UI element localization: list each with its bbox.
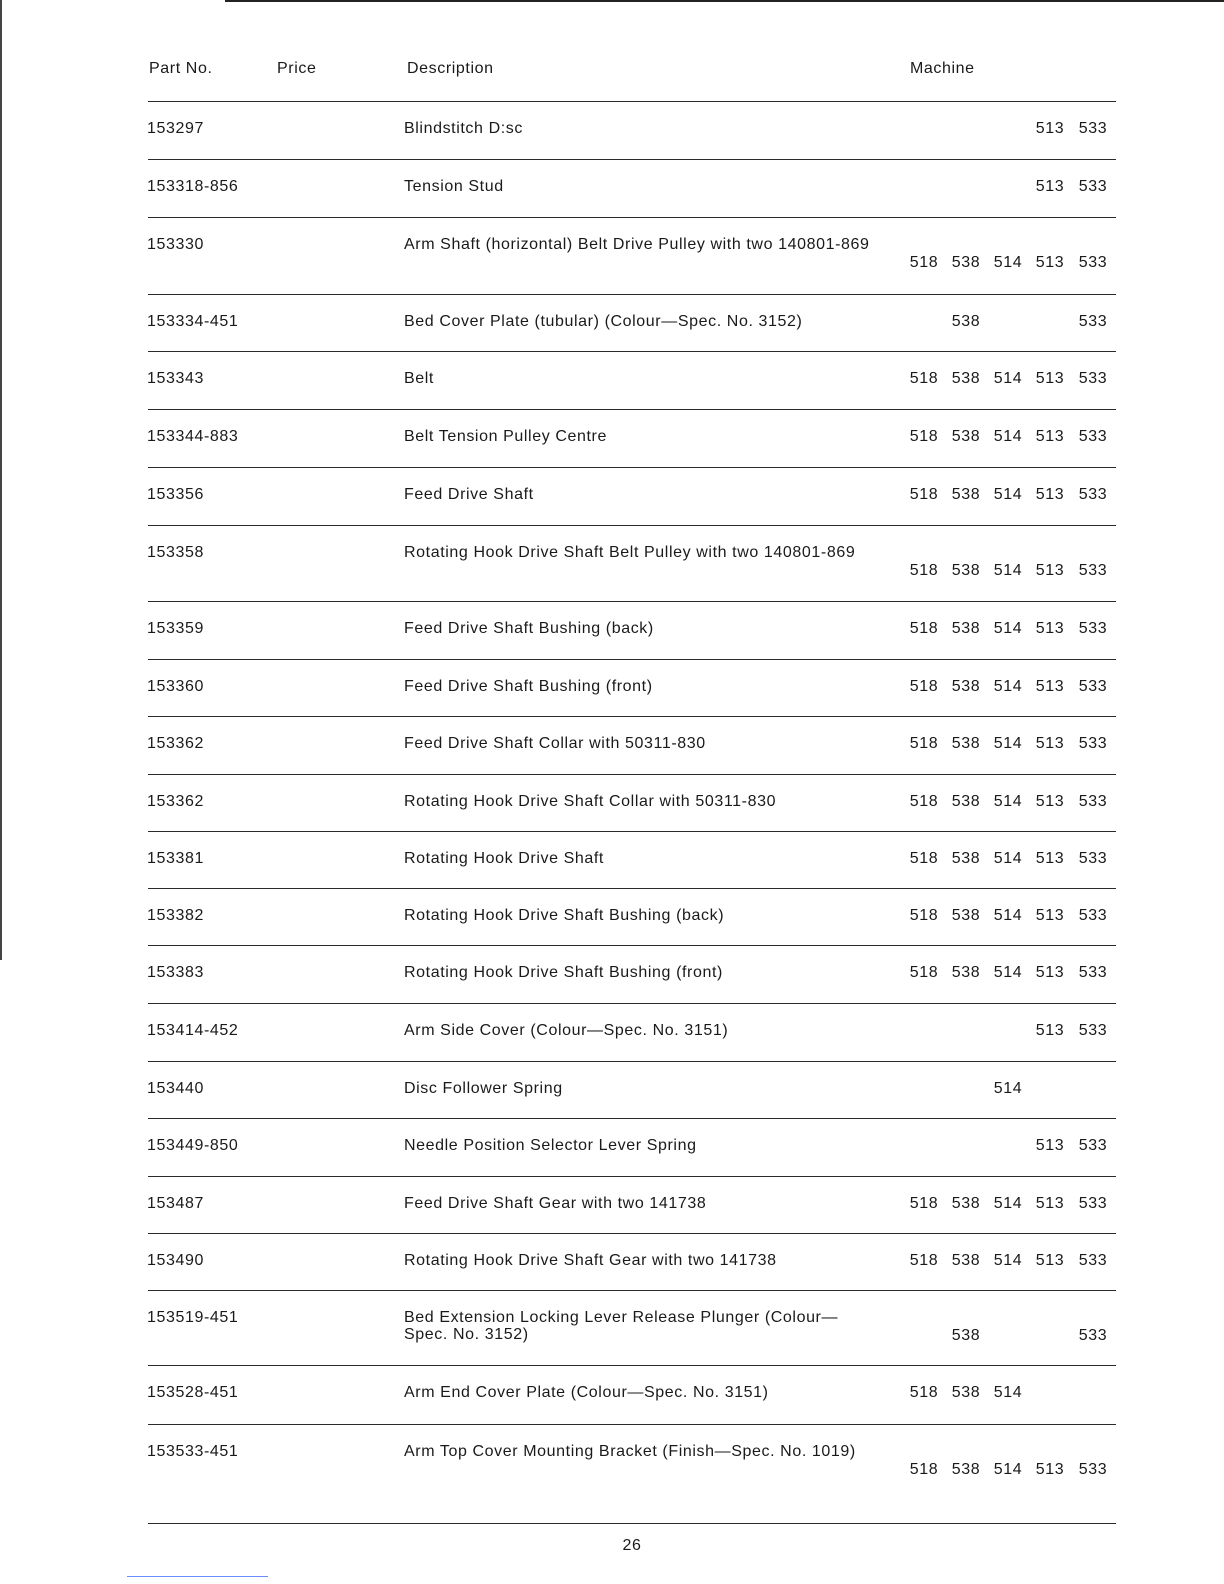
row-rule (148, 294, 1116, 295)
machine-code: 514 (993, 1461, 1023, 1478)
machine-code: 514 (993, 1080, 1023, 1097)
machine-code: 518 (909, 793, 939, 810)
part-description: Feed Drive Shaft Bushing (back) (404, 620, 654, 637)
machine-code: 518 (909, 254, 939, 271)
machine-code: 538 (951, 850, 981, 867)
machine-code: 513 (1035, 1137, 1065, 1154)
machine-code: 514 (993, 964, 1023, 981)
part-description: Feed Drive Shaft (404, 486, 534, 503)
machine-code: 513 (1035, 907, 1065, 924)
machine-code: 538 (951, 1384, 981, 1401)
machine-code: 513 (1035, 178, 1065, 195)
table-row (0, 716, 1224, 774)
machine-code: 538 (951, 735, 981, 752)
part-description: Bed Cover Plate (tubular) (Colour—Spec. No. 3152) (404, 313, 803, 330)
machine-code: 538 (951, 428, 981, 445)
part-description: Belt Tension Pulley Centre (404, 428, 607, 445)
row-rule (148, 831, 1116, 832)
row-rule (148, 659, 1116, 660)
part-description: Rotating Hook Drive Shaft Belt Pulley with two 140801-869 (404, 544, 856, 561)
machine-code: 513 (1035, 1195, 1065, 1212)
machine-code: 533 (1078, 1137, 1108, 1154)
table-row (0, 888, 1224, 945)
machine-code: 518 (909, 907, 939, 924)
page-number: 26 (622, 1537, 642, 1554)
machine-code: 538 (951, 793, 981, 810)
part-description: Arm End Cover Plate (Colour—Spec. No. 3151) (404, 1384, 769, 1401)
part-description: Rotating Hook Drive Shaft Gear with two 141738 (404, 1252, 777, 1269)
part-number: 153519-451 (147, 1309, 239, 1326)
part-number: 153414-452 (147, 1022, 239, 1039)
part-number: 153359 (147, 620, 204, 637)
part-number: 153360 (147, 678, 204, 695)
machine-code: 514 (993, 1384, 1023, 1401)
machine-code: 533 (1078, 907, 1108, 924)
machine-code: 513 (1035, 620, 1065, 637)
machine-code: 518 (909, 486, 939, 503)
machine-code: 514 (993, 678, 1023, 695)
header-price: Price (277, 60, 317, 77)
machine-code: 513 (1035, 120, 1065, 137)
table-row (0, 294, 1224, 351)
machine-code: 518 (909, 964, 939, 981)
table-row (0, 217, 1224, 294)
row-rule (148, 888, 1116, 889)
part-description: Feed Drive Shaft Gear with two 141738 (404, 1195, 707, 1212)
machine-code: 538 (951, 1252, 981, 1269)
row-rule (148, 217, 1116, 218)
row-rule (148, 716, 1116, 717)
part-description: Arm Top Cover Mounting Bracket (Finish—Spec. No. 1019) (404, 1443, 856, 1460)
header-description: Description (407, 60, 494, 77)
part-number: 153334-451 (147, 313, 239, 330)
machine-code: 533 (1078, 850, 1108, 867)
part-number: 153362 (147, 793, 204, 810)
table-row (0, 1365, 1224, 1424)
row-rule (148, 1233, 1116, 1234)
machine-code: 538 (951, 370, 981, 387)
row-rule (148, 351, 1116, 352)
row-rule (148, 525, 1116, 526)
table-row (0, 1003, 1224, 1061)
row-rule (148, 159, 1116, 160)
machine-code: 533 (1078, 1252, 1108, 1269)
machine-code: 513 (1035, 964, 1065, 981)
part-number: 153343 (147, 370, 204, 387)
part-description: Rotating Hook Drive Shaft (404, 850, 604, 867)
machine-code: 513 (1035, 486, 1065, 503)
machine-code: 533 (1078, 370, 1108, 387)
machine-code: 514 (993, 735, 1023, 752)
part-description: Rotating Hook Drive Shaft Collar with 50311-830 (404, 793, 777, 810)
row-rule (148, 1176, 1116, 1177)
table-row (0, 945, 1224, 1003)
machine-code: 538 (951, 313, 981, 330)
machine-code: 518 (909, 370, 939, 387)
row-rule (148, 409, 1116, 410)
part-description: Rotating Hook Drive Shaft Bushing (back) (404, 907, 725, 924)
part-description: Belt (404, 370, 434, 387)
part-description: Feed Drive Shaft Bushing (front) (404, 678, 653, 695)
part-number: 153318-856 (147, 178, 239, 195)
machine-code: 533 (1078, 178, 1108, 195)
machine-code: 533 (1078, 428, 1108, 445)
row-rule (148, 1003, 1116, 1004)
row-rule (148, 1118, 1116, 1119)
part-description: Tension Stud (404, 178, 504, 195)
part-description: Needle Position Selector Lever Spring (404, 1137, 697, 1154)
machine-code: 518 (909, 850, 939, 867)
table-row (0, 351, 1224, 409)
machine-code: 533 (1078, 964, 1108, 981)
machine-code: 518 (909, 562, 939, 579)
machine-code: 538 (951, 1461, 981, 1478)
part-description: Blindstitch D:sc (404, 120, 523, 137)
machine-code: 513 (1035, 254, 1065, 271)
part-number: 153533-451 (147, 1443, 239, 1460)
row-rule (148, 1365, 1116, 1366)
part-number: 153356 (147, 486, 204, 503)
machine-code: 518 (909, 1461, 939, 1478)
header-machine: Machine (910, 60, 975, 77)
part-number: 153487 (147, 1195, 204, 1212)
machine-code: 518 (909, 1384, 939, 1401)
machine-code: 514 (993, 428, 1023, 445)
part-number: 153490 (147, 1252, 204, 1269)
row-rule (148, 774, 1116, 775)
table-bottom-rule (148, 1523, 1116, 1524)
machine-code: 513 (1035, 562, 1065, 579)
part-description: Rotating Hook Drive Shaft Bushing (front) (404, 964, 723, 981)
machine-code: 513 (1035, 370, 1065, 387)
table-row (0, 1424, 1224, 1523)
part-number: 153528-451 (147, 1384, 239, 1401)
machine-code: 533 (1078, 735, 1108, 752)
machine-code: 514 (993, 486, 1023, 503)
part-number: 153449-850 (147, 1137, 239, 1154)
row-rule (148, 467, 1116, 468)
row-rule (148, 945, 1116, 946)
table-row (0, 659, 1224, 716)
machine-code: 514 (993, 850, 1023, 867)
machine-code: 533 (1078, 1022, 1108, 1039)
machine-code: 518 (909, 1252, 939, 1269)
machine-code: 513 (1035, 793, 1065, 810)
machine-code: 533 (1078, 120, 1108, 137)
machine-code: 513 (1035, 735, 1065, 752)
bottom-link-line (127, 1576, 268, 1577)
machine-code: 533 (1078, 620, 1108, 637)
table-row (0, 159, 1224, 217)
machine-code: 538 (951, 678, 981, 695)
table-row (0, 601, 1224, 659)
machine-code: 533 (1078, 562, 1108, 579)
machine-code: 533 (1078, 1195, 1108, 1212)
table-row (0, 831, 1224, 888)
table-row (0, 1233, 1224, 1290)
table-row (0, 1176, 1224, 1233)
machine-code: 538 (951, 620, 981, 637)
row-rule (148, 1290, 1116, 1291)
machine-code: 538 (951, 964, 981, 981)
table-row (0, 1290, 1224, 1365)
machine-code: 538 (951, 1195, 981, 1212)
part-number: 153383 (147, 964, 204, 981)
part-number: 153297 (147, 120, 204, 137)
machine-code: 533 (1078, 486, 1108, 503)
row-rule (148, 1061, 1116, 1062)
machine-code: 513 (1035, 428, 1065, 445)
machine-code: 533 (1078, 254, 1108, 271)
machine-code: 514 (993, 620, 1023, 637)
part-number: 153382 (147, 907, 204, 924)
part-description: Arm Shaft (horizontal) Belt Drive Pulley with two 140801-869 (404, 236, 870, 253)
machine-code: 513 (1035, 1461, 1065, 1478)
machine-code: 533 (1078, 1461, 1108, 1478)
machine-code: 518 (909, 620, 939, 637)
table-row (0, 774, 1224, 831)
machine-code: 514 (993, 370, 1023, 387)
machine-code: 514 (993, 793, 1023, 810)
part-number: 153381 (147, 850, 204, 867)
machine-code: 513 (1035, 850, 1065, 867)
machine-code: 533 (1078, 1327, 1108, 1344)
table-row (0, 525, 1224, 601)
table-row (0, 101, 1224, 159)
part-description: Feed Drive Shaft Collar with 50311-830 (404, 735, 706, 752)
machine-code: 513 (1035, 1022, 1065, 1039)
machine-code: 538 (951, 1327, 981, 1344)
machine-code: 538 (951, 562, 981, 579)
machine-code: 518 (909, 428, 939, 445)
machine-code: 513 (1035, 678, 1065, 695)
machine-code: 538 (951, 254, 981, 271)
row-rule (148, 101, 1116, 102)
machine-code: 533 (1078, 313, 1108, 330)
table-row (0, 1061, 1224, 1118)
part-number: 153440 (147, 1080, 204, 1097)
part-description: Disc Follower Spring (404, 1080, 563, 1097)
table-row (0, 409, 1224, 467)
machine-code: 514 (993, 907, 1023, 924)
machine-code: 538 (951, 486, 981, 503)
part-number: 153362 (147, 735, 204, 752)
table-row (0, 1118, 1224, 1176)
machine-code: 513 (1035, 1252, 1065, 1269)
machine-code: 514 (993, 1252, 1023, 1269)
machine-code: 514 (993, 1195, 1023, 1212)
machine-code: 533 (1078, 678, 1108, 695)
part-number: 153344-883 (147, 428, 239, 445)
header-part-no: Part No. (149, 60, 213, 77)
table-row (0, 467, 1224, 525)
part-number: 153330 (147, 236, 204, 253)
machine-code: 538 (951, 907, 981, 924)
row-rule (148, 1424, 1116, 1425)
machine-code: 518 (909, 678, 939, 695)
machine-code: 518 (909, 735, 939, 752)
machine-code: 533 (1078, 793, 1108, 810)
part-description: Bed Extension Locking Lever Release Plunger (Colour— Spec. No. 3152) (404, 1309, 839, 1343)
part-description: Arm Side Cover (Colour—Spec. No. 3151) (404, 1022, 729, 1039)
machine-code: 514 (993, 562, 1023, 579)
row-rule (148, 601, 1116, 602)
machine-code: 518 (909, 1195, 939, 1212)
machine-code: 514 (993, 254, 1023, 271)
part-number: 153358 (147, 544, 204, 561)
